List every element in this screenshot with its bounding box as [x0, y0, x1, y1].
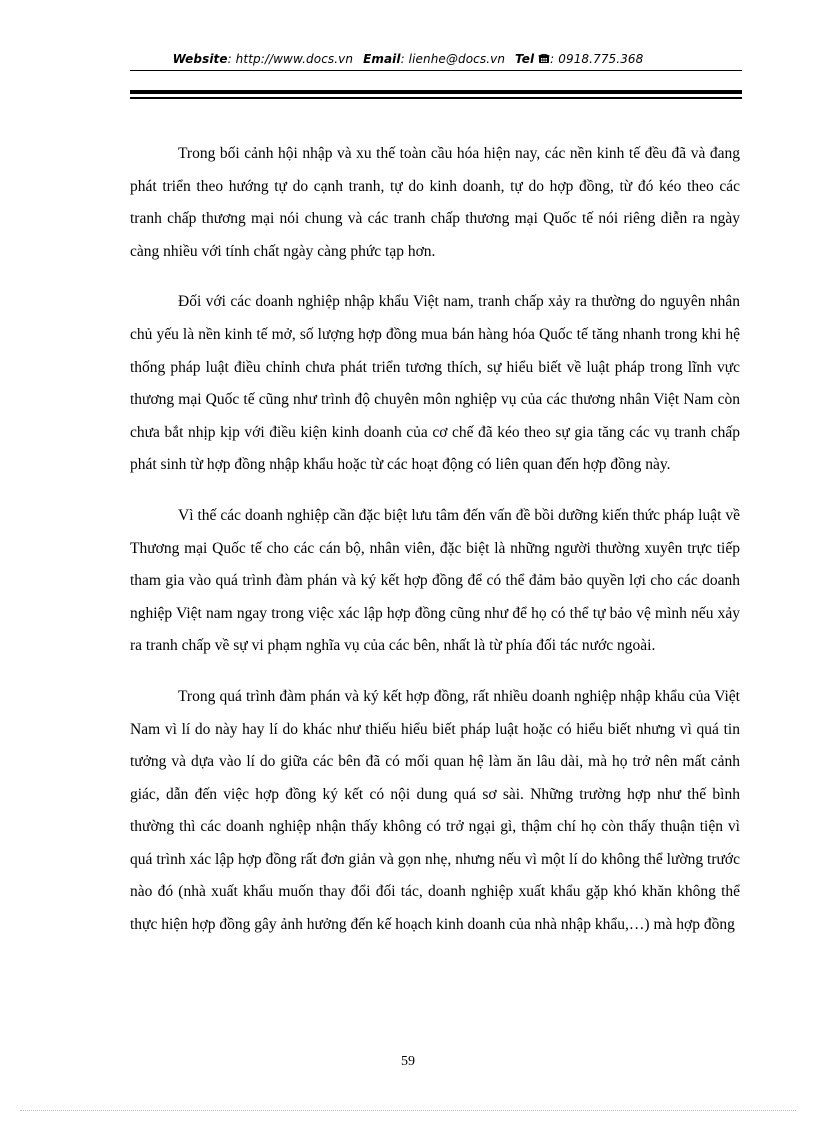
header-divider-thick: [130, 90, 742, 94]
paragraph-4: Trong quá trình đàm phán và ký kết hợp đồng, rất nhiều doanh nghiệp nhập khẩu của Việt Nam vì lí do này hay lí do khác như thiếu hiểu biết pháp luật hoặc có hiểu biết nhưng vì quá tin tưởng và dựa vào lí do giữa các bên đã có mối quan hệ làm ăn lâu dài, mà họ trở nên mất cảnh giác, dẫn đến việc hợp đồng ký kết có nội dung quá sơ sài. Những trường hợp như thế bình thường thì các doanh nghiệp nhận thấy không có trở ngại gì, thậm chí họ còn thấy thuận tiện vì quá trình xác lập hợp đồng rất đơn giản và gọn nhẹ, nhưng nếu vì một lí do không thể lường trước nào đó (nhà xuất khẩu muốn thay đổi đối tác, doanh nghiệp xuất khẩu gặp khó khăn không thể thực hiện hợp đồng gây ảnh hưởng đến kế hoạch kinh doanh của nhà nhập khẩu,…) mà hợp đồng: [130, 687, 740, 934]
paragraph-3: Vì thế các doanh nghiệp cần đặc biệt lưu tâm đến vấn đề bồi dưỡng kiến thức pháp luật về Thương mại Quốc tế cho các cán bộ, nhân viên, đặc biệt là những người thường xuyên trực tiếp tham gia vào quá trình đàm phán và ký kết hợp đồng để có thể đảm bảo quyền lợi cho các doanh nghiệp Việt nam ngay trong việc xác lập hợp đồng cũng như để họ có thể tự bảo vệ mình nếu xảy ra tranh chấp về sự vi phạm nghĩa vụ của các bên, nhất là từ phía đối tác nước ngoài.: [130, 506, 740, 655]
email-label: Email: [363, 52, 401, 66]
header-divider-thin: [130, 70, 742, 71]
page-number: 59: [401, 1054, 415, 1069]
email-link[interactable]: : lienhe@docs.vn: [400, 52, 506, 66]
page-bottom-divider: [20, 1110, 796, 1111]
website-label: Website: [172, 52, 228, 66]
phone-icon: [538, 53, 550, 67]
paragraph-2: Đối với các doanh nghiệp nhập khẩu Việt nam, tranh chấp xảy ra thường do nguyên nhân chủ yếu là nền kinh tế mở, số lượng hợp đồng mua bán hàng hóa Quốc tế tăng nhanh trong khi hệ thống pháp luật điều chỉnh chưa phát triển tương thích, sự hiểu biết về luật pháp trong lĩnh vực thương mại Quốc tế cũng như trình độ chuyên môn nghiệp vụ của các thương nhân Việt Nam còn chưa bắt nhịp kịp với điều kiện kinh doanh của cơ chế đã kéo theo sự gia tăng các vụ tranh chấp phát sinh từ hợp đồng nhập khẩu hoặc từ các hoạt động có liên quan đến hợp đồng này.: [130, 293, 740, 474]
page-header: [0, 52, 816, 67]
header-divider-thick-second: [130, 97, 742, 99]
tel-label: Tel: [515, 52, 535, 66]
document-body: [130, 138, 740, 960]
tel-value: : 0918.775.368: [550, 52, 644, 66]
paragraph-1: Trong bối cảnh hội nhập và xu thế toàn cầu hóa hiện nay, các nền kinh tế đều đã và đang phát triển theo hướng tự do cạnh tranh, tự do kinh doanh, tự do hợp đồng, từ đó kéo theo các tranh chấp thương mại nói chung và các tranh chấp thương mại Quốc tế nói riêng diễn ra ngày càng nhiều với tính chất ngày càng phức tạp hơn.: [130, 145, 740, 260]
website-link[interactable]: : http://www.docs.vn: [227, 52, 354, 66]
